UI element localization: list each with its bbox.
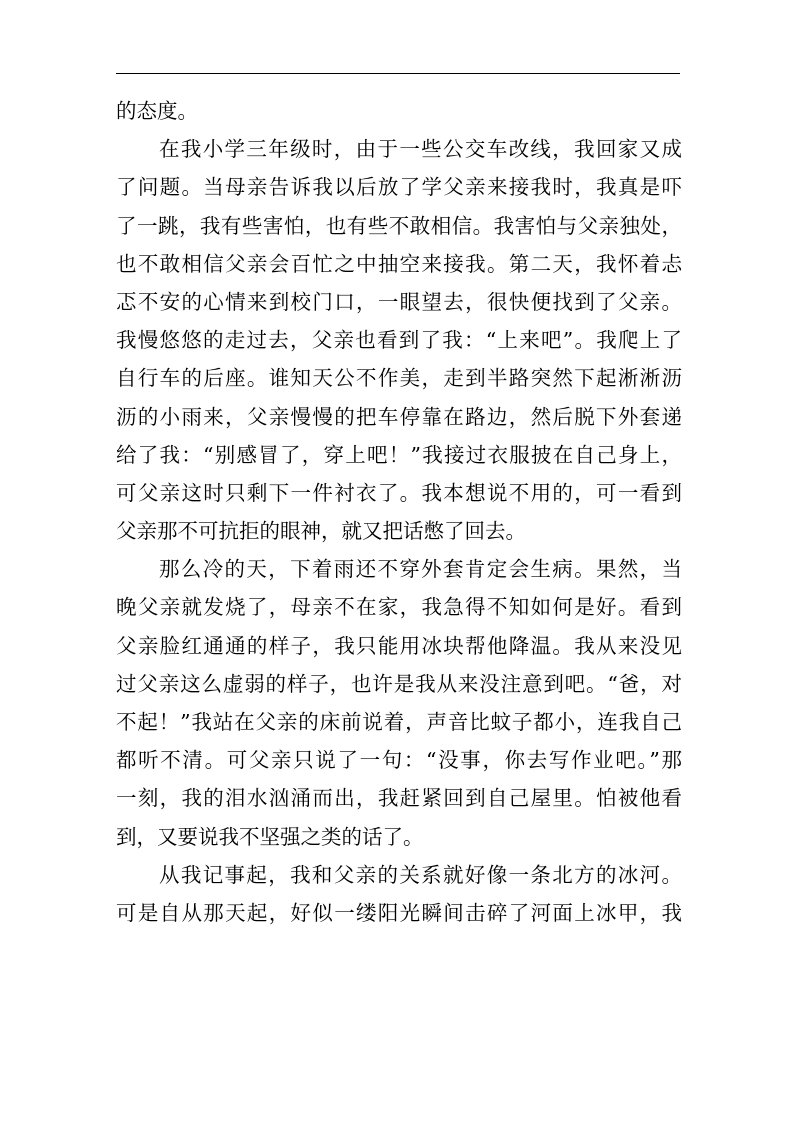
text-line: 一刻，我的泪水汹涌而出，我赶紧回到自己屋里。怕被他看	[116, 786, 682, 811]
header-rule	[116, 73, 680, 74]
body-text	[116, 92, 682, 932]
text-line: 的态度。	[116, 99, 198, 123]
text-line: 过父亲这么虚弱的样子，也许是我从来没注意到吧。“爸，对	[116, 671, 682, 696]
text-line: 沥的小雨来，父亲慢慢的把车停靠在路边，然后脱下外套递	[116, 404, 682, 429]
text-line: 给了我：“别感冒了，穿上吧！”我接过衣服披在自己身上，	[116, 442, 682, 467]
paragraph-first-line: 从我记事起，我和父亲的关系就好像一条北方的冰河。	[159, 862, 682, 887]
text-line: 了一跳，我有些害怕，也有些不敢相信。我害怕与父亲独处，	[116, 213, 682, 238]
text-line: 也不敢相信父亲会百忙之中抽空来接我。第二天，我怀着忐	[116, 251, 682, 276]
text-line: 可是自从那天起，好似一缕阳光瞬间击碎了河面上冰甲，我	[116, 900, 682, 925]
text-line: 父亲那不可抗拒的眼神，就又把话憋了回去。	[116, 519, 526, 544]
text-line: 到，又要说我不坚强之类的话了。	[116, 824, 424, 849]
text-line: 忑不安的心情来到校门口，一眼望去，很快便找到了父亲。	[116, 289, 682, 314]
text-line: 我慢悠悠的走过去，父亲也看到了我：“上来吧”。我爬上了	[116, 328, 682, 353]
text-line: 不起！”我站在父亲的床前说着，声音比蚊子都小，连我自己	[116, 710, 682, 734]
text-line: 了问题。当母亲告诉我以后放了学父亲来接我时，我真是吓	[116, 175, 682, 200]
paragraph-first-line: 那么冷的天，下着雨还不穿外套肯定会生病。果然，当	[159, 557, 682, 582]
paragraph-first-line: 在我小学三年级时，由于一些公交车改线，我回家又成	[159, 137, 682, 162]
text-line: 晚父亲就发烧了，母亲不在家，我急得不知如何是好。看到	[116, 595, 682, 620]
text-line: 可父亲这时只剩下一件衬衣了。我本想说不用的，可一看到	[116, 480, 682, 505]
text-line: 父亲脸红通通的样子，我只能用冰块帮他降温。我从来没见	[116, 633, 682, 658]
text-line: 自行车的后座。谁知天公不作美，走到半路突然下起淅淅沥	[116, 366, 682, 391]
text-line: 都听不清。可父亲只说了一句：“没事，你去写作业吧。”那	[116, 748, 682, 773]
